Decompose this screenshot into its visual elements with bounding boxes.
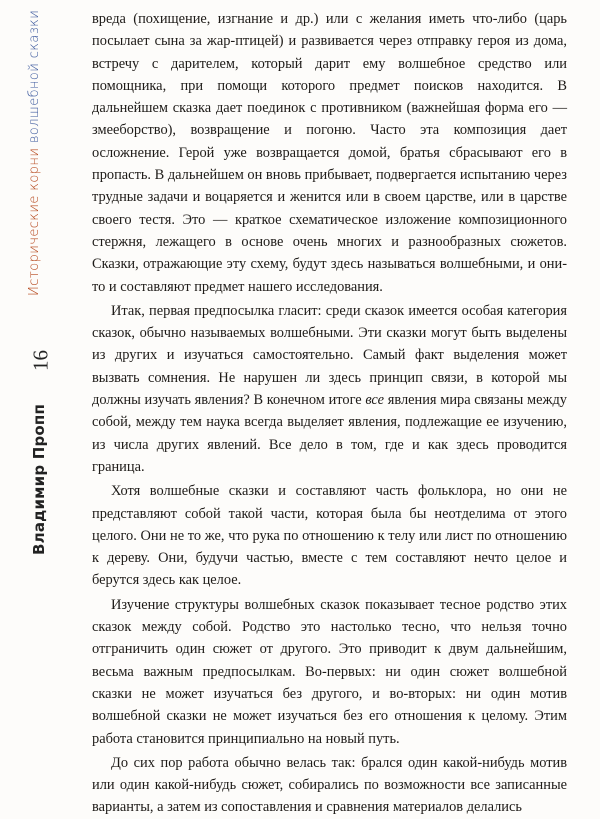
paragraph-2-text-end: явления мира связаны между собой, между тем наука всегда выделяет явления, подлежащие ее изучению, из числа других явлений. Все дело в том, где и как здесь проводится граница.	[92, 392, 567, 475]
paragraph-4: Изучение структуры волшебных сказок показывает тесное родство этих сказок между собой. Родство это настолько тесно, что нельзя точно отграничить один сюжет от другого. Это приводит к двум дальнейшим, весьма важным предпосылкам. Во-первых: ни один сюжет волшебной сказки не может изучаться без другого, и во-вторых: ни один мотив волшебной сказки не может изучаться без его отношения к целому. Этим работа становится принципиально на новый путь.	[92, 596, 567, 747]
paragraph-5: До сих пор работа обычно велась так: брался один какой-нибудь мотив или один какой-нибудь сюжет, собирались по возможности все записанные варианты, а затем из сопоставления и сравнения материалов делались	[92, 754, 567, 816]
running-book-title	[27, 10, 42, 296]
paragraph-2	[92, 300, 567, 478]
paragraph-2-emphasis: все	[365, 392, 385, 409]
page-margin	[0, 0, 80, 750]
book-title-part-1: Исторические корни	[27, 143, 42, 296]
main-text-block	[92, 8, 567, 819]
paragraph-2-text-start: Итак, первая предпосылка гласит: среди сказок имеется особая категория сказок, обычно называемых волшебными. Эти сказки могут быть выделены из других и изучаться самостоятельно. Самый факт выделения может вызвать сомнения. Не нарушен ли здесь принцип связи, в которой мы должны изучать явления? В конечном итоге	[92, 302, 567, 409]
book-title-part-2: волшебной сказки	[27, 9, 42, 144]
paragraph-1: вреда (похищение, изгнание и др.) или с желания иметь что-либо (царь посылает сына за жар-птицей) и развивается через отправку героя из дома, встречу с дарителем, который дарит ему волшебное средство или помощника, при помощи которого предмет поисков находится. В дальнейшем сказка дает поединок с противником (важнейшая форма его — змееборство), возвращение и погоню. Часто эта композиция дает осложнение. Герой уже возвращается домой, братья сбрасывают его в пропасть. В дальнейшем он вновь прибывает, подвергается испытанию через трудные задачи и воцаряется и женится или в своем царстве, или в царстве своего тестя. Это — краткое схематическое изложение композиционного стержня, лежащего в основе очень многих и разнообразных сюжетов. Сказки, отражающие эту схему, будут здесь называться волшебными, и они-то и составляют предмет нашего исследования.	[92, 11, 567, 295]
paragraph-3: Хотя волшебные сказки и составляют часть фольклора, но они не представляют собой такой части, которая была бы неотделима от этого целого. Они не то же, что рука по отношению к телу или лист по отношению к дереву. Они, будучи частью, вместе с тем составляют нечто целое и берутся здесь как целое.	[92, 483, 567, 589]
page-number: 16	[28, 350, 53, 371]
running-author-name: Владимир Пропп	[30, 403, 48, 555]
